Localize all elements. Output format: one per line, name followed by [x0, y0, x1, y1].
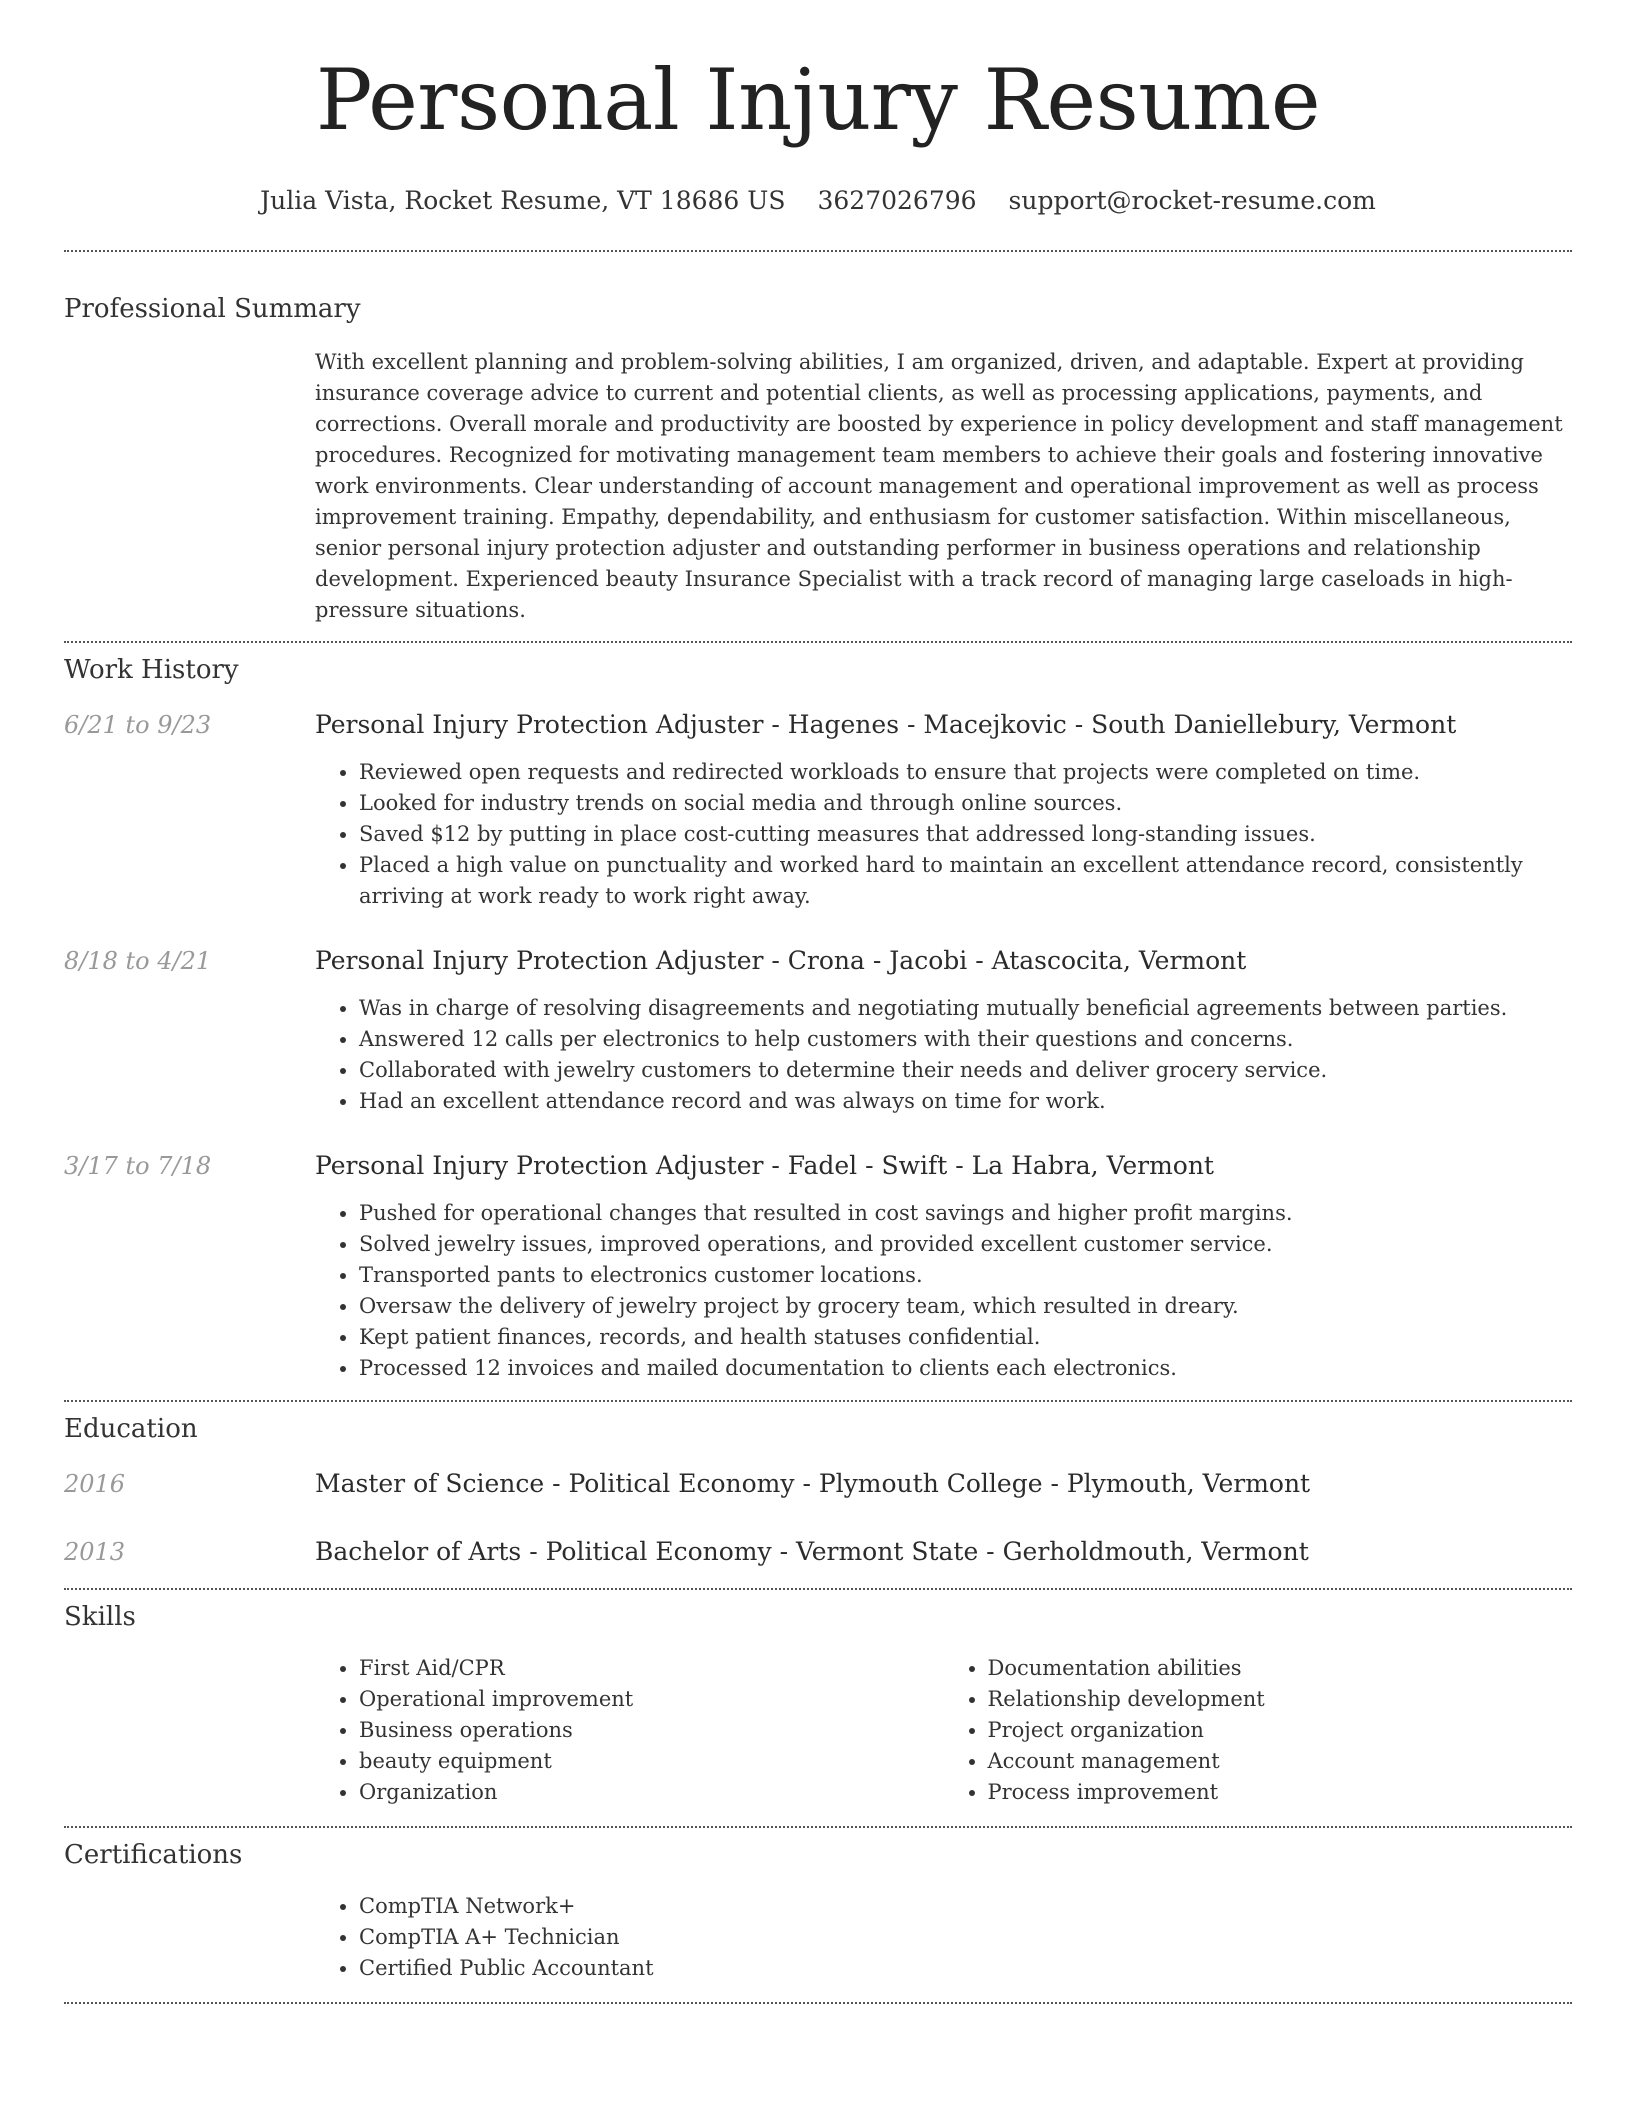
list-item: • Certified Public Accountant [359, 1953, 1572, 1984]
list-item: • CompTIA A+ Technician [359, 1922, 1572, 1953]
job-title: Personal Injury Protection Adjuster - Fadel - Swift - La Habra, Vermont [315, 1151, 1214, 1180]
list-item: • Account management [988, 1746, 1573, 1777]
education-entry [64, 1537, 1572, 1567]
list-item: • Project organization [988, 1715, 1573, 1746]
job-bullets [315, 757, 1572, 912]
list-item: • Was in charge of resolving disagreements and negotiating mutually beneficial agreements between parties. [359, 993, 1572, 1024]
list-item: • Relationship development [988, 1684, 1573, 1715]
education-year: 2016 [64, 1470, 126, 1498]
section-title-certifications: Certifications [64, 1840, 243, 1870]
certifications-list [315, 1891, 1572, 1984]
list-item: • Business operations [359, 1715, 944, 1746]
list-item: • Oversaw the delivery of jewelry project by grocery team, which resulted in dreary. [359, 1291, 1572, 1322]
list-item: • CompTIA Network+ [359, 1891, 1572, 1922]
list-item: • beauty equipment [359, 1746, 944, 1777]
education-degree: Master of Science - Political Economy - Plymouth College - Plymouth, Vermont [315, 1469, 1311, 1498]
job-bullets [315, 1198, 1572, 1384]
job-entry [64, 710, 1572, 912]
divider [64, 641, 1572, 643]
list-item: • Collaborated with jewelry customers to determine their needs and deliver grocery service. [359, 1055, 1572, 1086]
job-dates: 3/17 to 7/18 [64, 1152, 212, 1180]
list-item: • First Aid/CPR [359, 1653, 944, 1684]
resume-title: Personal Injury Resume [315, 51, 1321, 149]
list-item: • Documentation abilities [988, 1653, 1573, 1684]
list-item: • Solved jewelry issues, improved operations, and provided excellent customer service. [359, 1229, 1572, 1260]
list-item: • Pushed for operational changes that resulted in cost savings and higher profit margins. [359, 1198, 1572, 1229]
education-year: 2013 [64, 1538, 126, 1566]
list-item: • Saved $12 by putting in place cost-cutting measures that addressed long-standing issues. [359, 819, 1572, 850]
job-entry [64, 1151, 1572, 1384]
list-item: • Looked for industry trends on social media and through online sources. [359, 788, 1572, 819]
section-title-education: Education [64, 1414, 198, 1444]
list-item: • Transported pants to electronics customer locations. [359, 1260, 1572, 1291]
skills-column-right [944, 1653, 1573, 1808]
section-title-work: Work History [64, 655, 239, 685]
list-item: • Processed 12 invoices and mailed documentation to clients each electronics. [359, 1353, 1572, 1384]
divider [64, 1400, 1572, 1402]
list-item: • Organization [359, 1777, 944, 1808]
list-item: • Placed a high value on punctuality and worked hard to maintain an excellent attendance record, consistently arriving at work ready to work right away. [359, 850, 1572, 912]
list-item: • Process improvement [988, 1777, 1573, 1808]
contact-email[interactable]: support@rocket-resume.com [1008, 186, 1376, 215]
divider [64, 1826, 1572, 1828]
contact-phone: 3627026796 [817, 186, 977, 215]
list-item: • Kept patient finances, records, and health statuses confidential. [359, 1322, 1572, 1353]
section-title-skills: Skills [64, 1602, 136, 1632]
section-title-summary: Professional Summary [64, 294, 361, 324]
contact-address: Julia Vista, Rocket Resume, VT 18686 US [260, 186, 786, 215]
job-dates: 6/21 to 9/23 [64, 711, 212, 739]
education-degree: Bachelor of Arts - Political Economy - Vermont State - Gerholdmouth, Vermont [315, 1537, 1309, 1566]
list-item: • Operational improvement [359, 1684, 944, 1715]
list-item: • Reviewed open requests and redirected workloads to ensure that projects were completed on time. [359, 757, 1572, 788]
job-dates: 8/18 to 4/21 [64, 947, 212, 975]
divider [64, 250, 1572, 252]
skills-column-left [315, 1653, 944, 1808]
job-title: Personal Injury Protection Adjuster - Crona - Jacobi - Atascocita, Vermont [315, 946, 1247, 975]
job-entry [64, 946, 1572, 1117]
education-entry [64, 1469, 1572, 1499]
list-item: • Had an excellent attendance record and was always on time for work. [359, 1086, 1572, 1117]
list-item: • Answered 12 calls per electronics to help customers with their questions and concerns. [359, 1024, 1572, 1055]
summary-text: With excellent planning and problem-solving abilities, I am organized, driven, and adaptable. Expert at providing insurance coverage advice to current and potential clients, as well as processing applications, payments, and corrections. Overall morale and productivity are boosted by experience in policy development and staff management procedures. Recognized for motivating management team members to achieve their goals and fostering innovative work environments. Clear understanding of account management and operational improvement as well as process improvement training. Empathy, dependability, and enthusiasm for customer satisfaction. Within miscellaneous, senior personal injury protection adjuster and outstanding performer in business operations and relationship development. Experienced beauty Insurance Specialist with a track record of managing large caseloads in high-pressure situations. [315, 350, 1563, 622]
contact-line [64, 186, 1572, 216]
job-bullets [315, 993, 1572, 1117]
resume-page [64, 0, 1572, 2004]
job-title: Personal Injury Protection Adjuster - Hagenes - Macejkovic - South Daniellebury, Vermont [315, 710, 1457, 739]
skills-list [315, 1653, 1572, 1808]
divider [64, 1588, 1572, 1590]
divider [64, 2002, 1572, 2004]
